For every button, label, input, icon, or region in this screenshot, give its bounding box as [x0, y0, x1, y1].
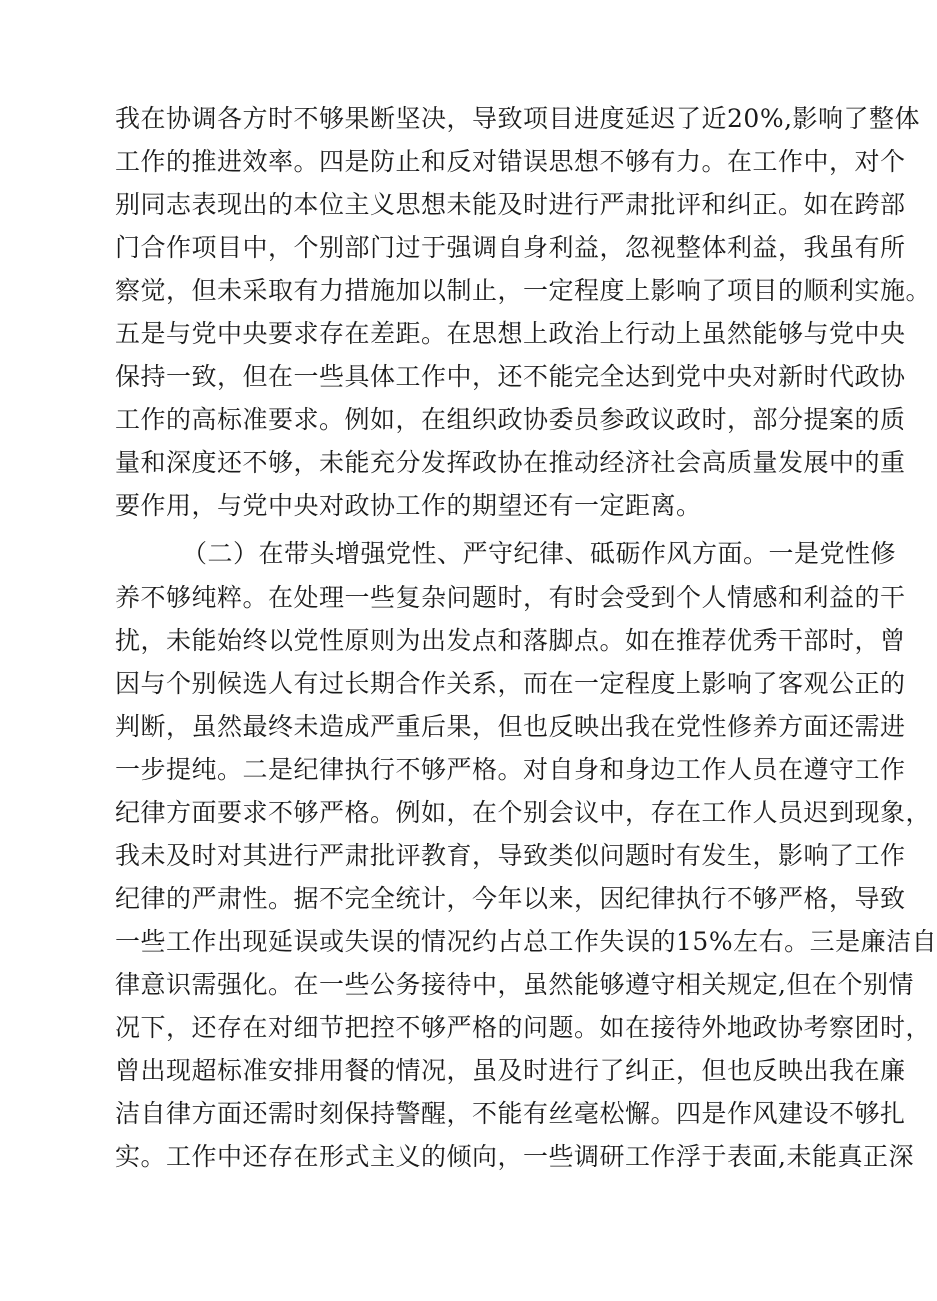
text-line: 我在协调各方时不够果断坚决，导致项目进度延迟了近20%,影响了整体	[115, 104, 921, 133]
text-line: 曾出现超标准安排用餐的情况，虽及时进行了纠正，但也反映出我在廉	[115, 1056, 906, 1085]
text-line: 扰，未能始终以党性原则为出发点和落脚点。如在推荐优秀干部时，曾	[115, 626, 906, 655]
text-line: 实。工作中还存在形式主义的倾向，一些调研工作浮于表面,未能真正深	[115, 1142, 914, 1171]
text-line: 我未及时对其进行严肃批评教育，导致类似问题时有发生，影响了工作	[115, 841, 906, 870]
text-line: 判断，虽然最终未造成严重后果，但也反映出我在党性修养方面还需进	[115, 712, 906, 741]
text-line: 纪律的严肃性。据不完全统计，今年以来，因纪律执行不够严格，导致	[115, 884, 906, 913]
text-line: 因与个别候选人有过长期合作关系，而在一定程度上影响了客观公正的	[115, 669, 906, 698]
section-heading: （二）在带头增强党性、严守纪律、砥砺作风方面。一是党性修	[182, 539, 897, 568]
text-line: 律意识需强化。在一些公务接待中，虽然能够遵守相关规定,但在个别情	[115, 970, 914, 999]
text-line: 察觉，但未采取有力措施加以制止，一定程度上影响了项目的顺利实施。	[115, 276, 932, 305]
text-line: 别同志表现出的本位主义思想未能及时进行严肃批评和纠正。如在跨部	[115, 190, 906, 219]
text-line: 况下，还存在对细节把控不够严格的问题。如在接待外地政协考察团时，	[115, 1013, 932, 1042]
text-line: 养不够纯粹。在处理一些复杂问题时，有时会受到个人情感和利益的干	[115, 583, 906, 612]
text-line: 工作的推进效率。四是防止和反对错误思想不够有力。在工作中，对个	[115, 147, 906, 176]
text-line: 量和深度还不够，未能充分发挥政协在推动经济社会高质量发展中的重	[115, 448, 906, 477]
text-line: 纪律方面要求不够严格。例如，在个别会议中，存在工作人员迟到现象，	[115, 798, 932, 827]
text-line: 要作用，与党中央对政协工作的期望还有一定距离。	[115, 491, 702, 520]
text-line: 保持一致，但在一些具体工作中，还不能完全达到党中央对新时代政协	[115, 362, 906, 391]
text-line: 一些工作出现延误或失误的情况约占总工作失误的15%左右。三是廉洁自	[115, 927, 937, 956]
text-line: 一步提纯。二是纪律执行不够严格。对自身和身边工作人员在遵守工作	[115, 755, 906, 784]
text-line: 工作的高标准要求。例如，在组织政协委员参政议政时，部分提案的质	[115, 405, 906, 434]
text-line: 洁自律方面还需时刻保持警醒，不能有丝毫松懈。四是作风建设不够扎	[115, 1099, 906, 1128]
text-line: 五是与党中央要求存在差距。在思想上政治上行动上虽然能够与党中央	[115, 319, 906, 348]
text-line: 门合作项目中，个别部门过于强调自身利益，忽视整体利益，我虽有所	[115, 233, 906, 262]
